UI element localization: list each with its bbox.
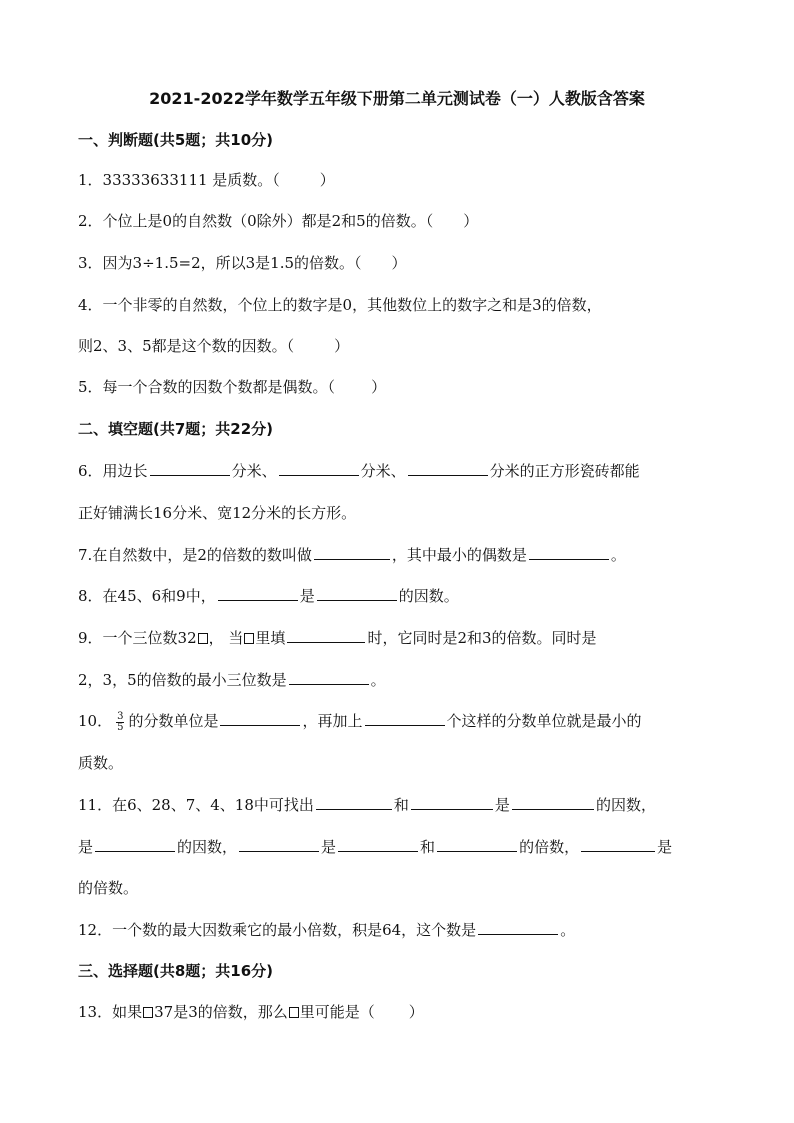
answer-blank[interactable] xyxy=(365,711,445,726)
question-text: 一个三位数32 xyxy=(102,629,197,647)
question-text: 在45、6和9中， xyxy=(102,587,216,605)
question-text: 的因数， xyxy=(177,838,238,856)
answer-blank[interactable] xyxy=(478,920,558,935)
page-title: 2021-2022学年数学五年级下册第二单元测试卷（一）人教版含答案 xyxy=(149,89,645,108)
question-text: 分米的正方形瓷砖都能 xyxy=(489,462,640,480)
question-text: 和 xyxy=(420,838,436,856)
question-11-line-3 xyxy=(78,877,718,899)
question-4-line-2 xyxy=(78,335,718,357)
close-paren: ） xyxy=(334,337,350,355)
question-11-line-2 xyxy=(78,836,718,858)
answer-blank[interactable] xyxy=(411,795,493,810)
question-1 xyxy=(78,169,718,191)
close-paren: ） xyxy=(319,171,335,189)
question-number: 2． xyxy=(78,212,103,230)
square-box-icon xyxy=(244,633,254,644)
question-text: 一个数的最大因数乘它的最小倍数，积是64，这个数是 xyxy=(112,921,477,939)
question-7 xyxy=(78,544,718,566)
question-text: 如果 xyxy=(112,1003,143,1021)
question-number: 13． xyxy=(78,1003,113,1021)
question-text: ，再加上 xyxy=(302,712,363,730)
answer-blank[interactable] xyxy=(279,461,359,476)
question-text: 则2、3、5都是这个数的因数。（ xyxy=(78,337,295,355)
question-number: 8． xyxy=(78,587,103,605)
question-text: 个这样的分数单位就是最小的 xyxy=(446,712,642,730)
question-text: ，其中最小的偶数是 xyxy=(391,546,527,564)
answer-blank[interactable] xyxy=(316,795,392,810)
answer-blank[interactable] xyxy=(437,837,517,852)
question-8 xyxy=(78,585,718,607)
question-5 xyxy=(78,376,718,398)
section-heading-judgment: 一、判断题(共5题；共10分) xyxy=(78,131,274,149)
question-text: 里填 xyxy=(255,629,286,647)
question-text: 。 xyxy=(370,671,386,689)
square-box-icon xyxy=(198,633,208,644)
question-text: 33333633111 是质数。（ xyxy=(102,171,280,189)
close-paren: ） xyxy=(391,254,407,272)
question-12 xyxy=(78,919,718,941)
square-box-icon xyxy=(143,1007,153,1018)
question-text: 里可能是（ xyxy=(299,1003,375,1021)
answer-blank[interactable] xyxy=(289,670,369,685)
question-text: 每一个合数的因数个数都是偶数。（ xyxy=(102,378,336,396)
question-11-line-1 xyxy=(78,794,718,816)
question-10-line-1 xyxy=(78,710,718,733)
question-13 xyxy=(78,1001,718,1023)
question-text: 的分数单位是 xyxy=(128,712,219,730)
question-number: 4． xyxy=(78,296,103,314)
answer-blank[interactable] xyxy=(581,837,655,852)
question-number: 5． xyxy=(78,378,103,396)
question-number: 12． xyxy=(78,921,113,939)
question-4-line-1 xyxy=(78,294,718,316)
question-9-line-1 xyxy=(78,627,718,649)
answer-blank[interactable] xyxy=(317,586,397,601)
answer-blank[interactable] xyxy=(150,461,230,476)
question-text: 的因数， xyxy=(595,796,656,814)
question-text: 是 xyxy=(494,796,510,814)
question-number: 10． xyxy=(78,712,113,730)
question-text: 。 xyxy=(610,546,626,564)
question-9-line-2 xyxy=(78,669,718,691)
close-paren: ） xyxy=(463,212,479,230)
question-text: 分米、 xyxy=(231,462,277,480)
question-text: 。 xyxy=(560,921,576,939)
fraction xyxy=(116,712,124,733)
question-2 xyxy=(78,210,718,232)
question-text: 37是3的倍数，那么 xyxy=(154,1003,288,1021)
close-paren: ） xyxy=(371,378,387,396)
question-text: 正好铺满长16分米、宽12分米的长方形。 xyxy=(78,504,357,522)
question-number: 6． xyxy=(78,462,103,480)
close-paren: ） xyxy=(408,1003,424,1021)
answer-blank[interactable] xyxy=(512,795,594,810)
fraction-numerator: 3 xyxy=(117,710,124,722)
question-10-line-2 xyxy=(78,752,718,774)
question-text: 分米、 xyxy=(360,462,406,480)
question-text: 是 xyxy=(321,838,337,856)
question-6-line-2 xyxy=(78,502,718,524)
fraction-denominator: 5 xyxy=(117,721,124,733)
question-text: 在6、28、7、4、18中可找出 xyxy=(112,796,314,814)
question-number: 9． xyxy=(78,629,103,647)
question-text: 的倍数。 xyxy=(78,879,139,897)
answer-blank[interactable] xyxy=(239,837,319,852)
question-text: 在自然数中，是2的倍数的数叫做 xyxy=(92,546,312,564)
question-text: 质数。 xyxy=(78,754,124,772)
answer-blank[interactable] xyxy=(529,545,609,560)
question-text: 时，它同时是2和3的倍数。同时是 xyxy=(367,629,597,647)
question-text: 一个非零的自然数，个位上的数字是0，其他数位上的数字之和是3的倍数， xyxy=(102,296,602,314)
question-text: 和 xyxy=(393,796,409,814)
question-number: 3． xyxy=(78,254,103,272)
question-6-line-1 xyxy=(78,460,718,482)
question-text: 因为3÷1.5=2，所以3是1.5的倍数。（ xyxy=(102,254,362,272)
answer-blank[interactable] xyxy=(287,628,365,643)
question-number: 11． xyxy=(78,796,113,814)
section-heading-fill-blank: 二、填空题(共7题；共22分) xyxy=(78,420,274,438)
answer-blank[interactable] xyxy=(338,837,418,852)
square-box-icon xyxy=(289,1007,299,1018)
question-text: ， 当 xyxy=(208,629,244,647)
question-text: 用边长 xyxy=(102,462,148,480)
question-text: 的因数。 xyxy=(398,587,459,605)
answer-blank[interactable] xyxy=(95,837,175,852)
question-number: 7. xyxy=(78,546,93,564)
question-number: 1． xyxy=(78,171,103,189)
section-heading-multiple-choice: 三、选择题(共8题；共16分) xyxy=(78,962,274,980)
question-text: 是 xyxy=(78,838,94,856)
question-text: 是 xyxy=(657,838,673,856)
question-text: 2，3，5的倍数的最小三位数是 xyxy=(78,671,287,689)
answer-blank[interactable] xyxy=(408,461,488,476)
answer-blank[interactable] xyxy=(314,545,390,560)
question-text: 是 xyxy=(299,587,315,605)
question-3 xyxy=(78,252,718,274)
question-text: 个位上是0的自然数（0除外）都是2和5的倍数。（ xyxy=(102,212,434,230)
question-text: 的倍数， xyxy=(519,838,580,856)
answer-blank[interactable] xyxy=(220,711,300,726)
answer-blank[interactable] xyxy=(218,586,298,601)
